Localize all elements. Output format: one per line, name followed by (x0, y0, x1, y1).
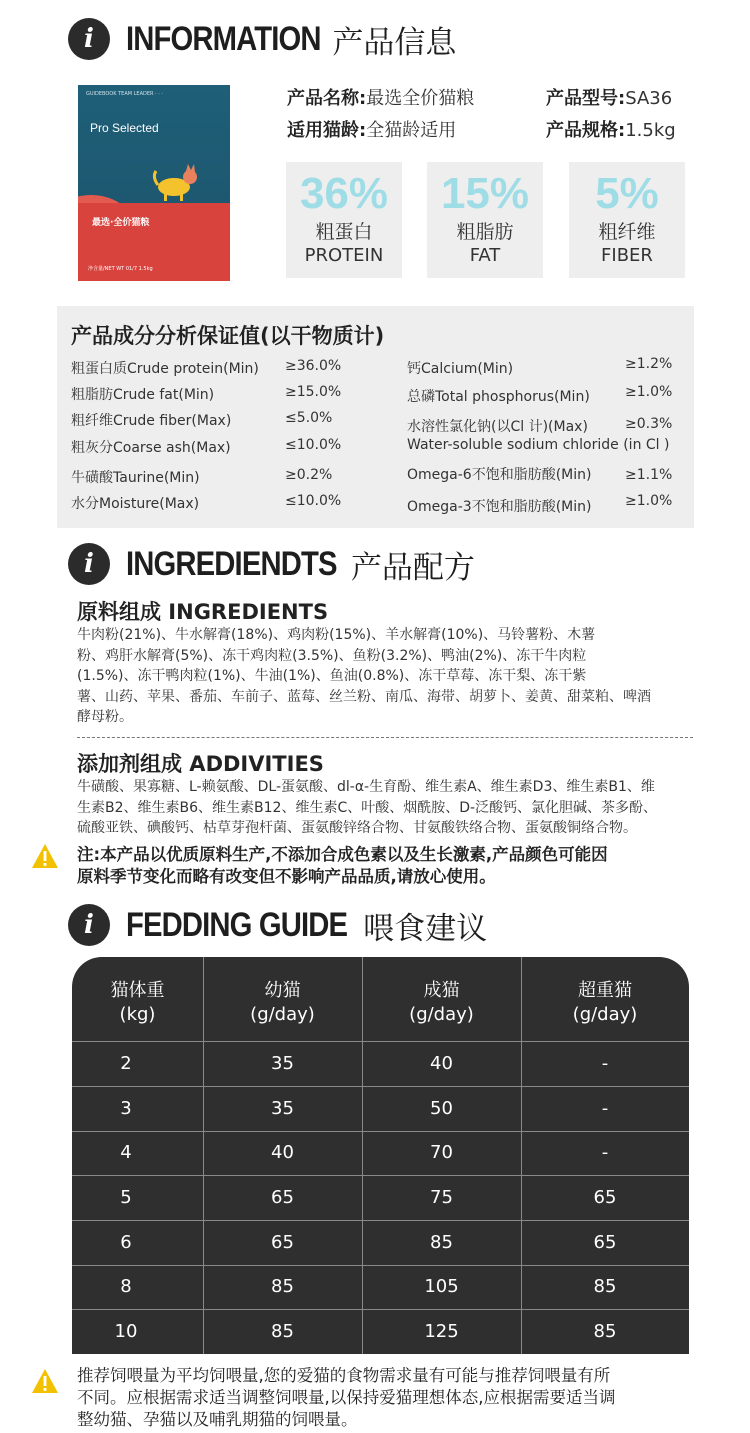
table-cell: 3 (120, 1098, 132, 1119)
header-unit: (g/day) (250, 1004, 315, 1025)
table-cell: 40 (430, 1053, 453, 1074)
information-header (68, 16, 456, 62)
product-bag-image (78, 85, 230, 281)
bag-net-weight: 净含量/NET WT 01/7 1.5kg (88, 266, 153, 272)
stat-fiber (569, 162, 685, 278)
suitable-age-value: 全猫龄适用 (366, 120, 457, 141)
table-cell: - (601, 1053, 609, 1074)
stat-fat (427, 162, 543, 278)
table-cell: 10 (114, 1321, 138, 1342)
analysis-item-name: 总磷Total phosphorus(Min) (407, 389, 590, 405)
table-header-weight (72, 979, 203, 1027)
note-line: 原料季节变化而略有改变但不影响产品品质,请放心使用。 (77, 867, 496, 886)
analysis-item-name: Water-soluble sodium chloride (in Cl ) (407, 437, 670, 453)
stat-label-en: PROTEIN (304, 245, 384, 266)
analysis-item-name: Omega-6不饱和脂肪酸(Min) (407, 467, 592, 483)
analysis-item-name: 粗脂肪Crude fat(Min) (71, 387, 215, 403)
raw-line: 酵母粉。 (77, 709, 133, 725)
analysis-item-value: ≥0.3% (625, 416, 673, 432)
product-spec-label: 产品规格: (546, 120, 626, 141)
stat-percent: 36% (299, 169, 389, 218)
raw-line: (1.5%)、冻干鸭肉粒(1%)、牛油(1%)、鱼油(0.8%)、冻干草莓、冻干梨、冻干紫 (77, 668, 587, 684)
header-unit: (kg) (119, 1004, 156, 1025)
analysis-item-name: 水溶性氯化钠(以Cl 计)(Max) (407, 419, 588, 435)
product-spec-row (546, 116, 676, 142)
analysis-item-value: ≥1.0% (625, 493, 673, 509)
table-cell: 85 (593, 1276, 617, 1297)
additive-line: 生素B2、维生素B6、维生素B12、维生素C、叶酸、烟酰胺、D-泛酸钙、氯化胆碱、茶多酚、 (77, 799, 658, 816)
stat-label-cn: 粗纤维 (598, 221, 656, 243)
information-title-en: INFORMATION (126, 19, 321, 58)
header-text: 猫体重 (110, 980, 165, 1001)
table-header-kitten (203, 979, 362, 1027)
suitable-age-row (287, 116, 456, 142)
analysis-item-value: ≥0.2% (285, 467, 333, 483)
table-cell: 75 (430, 1187, 453, 1208)
product-name-row (287, 84, 474, 110)
table-cell: 85 (271, 1276, 294, 1297)
table-cell: - (601, 1142, 609, 1163)
table-cell: 5 (120, 1187, 132, 1208)
ingredients-title-en: INGREDIENDTS (126, 544, 337, 583)
raw-line: 薯、山药、苹果、番茄、车前子、蓝莓、丝兰粉、南瓜、海带、胡萝卜、姜黄、甜菜粕、啤酒 (77, 688, 651, 705)
table-cell: 6 (120, 1232, 132, 1253)
header-text: 幼猫 (264, 980, 301, 1001)
feeding-note (77, 1365, 702, 1431)
header-unit: (g/day) (572, 1004, 638, 1025)
analysis-item-value: ≥1.2% (625, 356, 673, 372)
warning-icon (31, 1368, 59, 1394)
suitable-age-label: 适用猫龄: (287, 120, 367, 141)
analysis-item-name: 粗纤维Crude fiber(Max) (71, 413, 232, 429)
warning-icon (31, 843, 59, 869)
stat-percent: 5% (595, 169, 659, 218)
quality-note (77, 844, 702, 888)
analysis-item-name: Omega-3不饱和脂肪酸(Min) (407, 499, 592, 515)
info-icon: i (68, 543, 110, 585)
stat-protein (286, 162, 402, 278)
note-line: 整幼猫、孕猫以及哺乳期猫的饲喂量。 (77, 1410, 358, 1429)
product-model-value: SA36 (625, 88, 673, 109)
table-cell: 125 (424, 1321, 459, 1342)
analysis-item-name: 牛磺酸Taurine(Min) (71, 470, 200, 486)
table-cell: 40 (271, 1142, 294, 1163)
product-model-label: 产品型号: (546, 88, 626, 109)
table-cell: 4 (120, 1142, 132, 1163)
additives-text (77, 777, 697, 839)
note-line: 推荐饲喂量为平均饲喂量,您的爱猫的食物需求量有可能与推荐饲喂量有所 (77, 1366, 611, 1385)
info-icon: i (68, 18, 110, 60)
table-cell: 2 (120, 1053, 132, 1074)
product-name-value: 最选全价猫粮 (366, 88, 475, 109)
table-header-overweight (521, 979, 689, 1027)
header-text: 超重猫 (578, 980, 632, 1001)
table-cell: 35 (271, 1053, 294, 1074)
table-cell: 65 (271, 1232, 294, 1253)
product-name-label: 产品名称: (287, 88, 367, 109)
analysis-item-value: ≥36.0% (285, 358, 342, 374)
analysis-item-name: 粗灰分Coarse ash(Max) (71, 440, 231, 456)
raw-line: 牛肉粉(21%)、牛水解膏(18%)、鸡肉粉(15%)、羊水解膏(10%)、马铃薯粉、木薯 (77, 627, 596, 643)
analysis-item-name: 钙Calcium(Min) (407, 361, 514, 377)
product-model-row (546, 84, 672, 110)
feeding-header (68, 902, 487, 948)
analysis-panel (57, 306, 694, 528)
stat-percent: 15% (440, 169, 530, 218)
table-cell: 65 (271, 1187, 294, 1208)
table-cell: 50 (430, 1098, 453, 1119)
raw-line: 粉、鸡肝水解膏(5%)、冻干鸡肉粒(3.5%)、鱼粉(3.2%)、鸭油(2%)、冻干牛肉粒 (77, 647, 587, 664)
dashed-divider (77, 737, 693, 738)
table-cell: 35 (271, 1098, 294, 1119)
stat-label-en: FAT (469, 245, 501, 266)
analysis-item-value: ≤5.0% (285, 410, 333, 426)
analysis-item-value: ≥1.1% (625, 467, 673, 483)
table-header-adult (362, 979, 521, 1027)
analysis-item-value: ≤10.0% (285, 493, 342, 509)
table-cell: - (601, 1098, 609, 1119)
table-cell: 65 (593, 1187, 617, 1208)
table-cell: 70 (430, 1142, 453, 1163)
feeding-title-cn: 喂食建议 (363, 910, 488, 947)
additive-line: 牛磺酸、果寡糖、L-赖氨酸、DL-蛋氨酸、dl-α-生育酚、维生素A、维生素D3、维生素B1、维 (77, 779, 655, 795)
header-unit: (g/day) (409, 1004, 474, 1025)
table-cell: 8 (120, 1276, 132, 1297)
analysis-item-value: ≥15.0% (285, 384, 342, 400)
raw-materials-title: 原料组成 INGREDIENTS (77, 600, 329, 624)
info-icon: i (68, 904, 110, 946)
cat-illustration-icon (152, 163, 200, 201)
stat-label-cn: 粗脂肪 (456, 221, 514, 243)
analysis-item-name: 粗蛋白质Crude protein(Min) (71, 361, 259, 377)
feeding-table (72, 957, 689, 1354)
table-cell: 105 (424, 1276, 459, 1297)
analysis-title: 产品成分分析保证值(以干物质计) (71, 324, 385, 348)
bag-small-print: GUIDEBOOK TEAM LEADER · · · (86, 91, 164, 97)
header-text: 成猫 (423, 980, 460, 1001)
product-spec-value: 1.5kg (625, 120, 676, 141)
stat-label-cn: 粗蛋白 (315, 221, 373, 243)
ingredients-header (68, 541, 475, 587)
bag-brand-logo: Pro Selected (90, 121, 159, 135)
table-cell: 85 (271, 1321, 294, 1342)
analysis-item-value: ≤10.0% (285, 437, 342, 453)
table-cell: 65 (593, 1232, 617, 1253)
bag-product-label: 最选·全价猫粮 (92, 218, 150, 228)
raw-materials-text (77, 625, 697, 728)
table-cell: 85 (593, 1321, 617, 1342)
table-cell: 85 (430, 1232, 453, 1253)
stat-label-en: FIBER (601, 245, 653, 266)
additives-title: 添加剂组成 ADDIVITIES (77, 752, 324, 776)
ingredients-title-cn: 产品配方 (350, 549, 475, 586)
note-line: 注:本产品以优质原料生产,不添加合成色素以及生长激素,产品颜色可能因 (77, 845, 608, 864)
analysis-item-name: 水分Moisture(Max) (71, 496, 200, 512)
note-line: 不同。应根据需求适当调整饲喂量,以保持爱猫理想体态,应根据需要适当调 (77, 1388, 616, 1407)
analysis-item-value: ≥1.0% (625, 384, 673, 400)
information-title-cn: 产品信息 (332, 24, 457, 61)
additive-line: 硫酸亚铁、碘酸钙、枯草芽孢杆菌、蛋氨酸锌络合物、甘氨酸铁络合物、蛋氨酸铜络合物。 (77, 820, 637, 836)
feeding-title-en: FEDDING GUIDE (126, 905, 348, 944)
